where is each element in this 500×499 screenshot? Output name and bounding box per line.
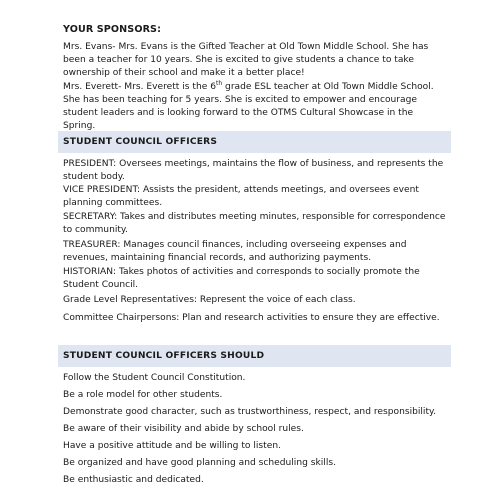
should-item-role-model: Be a role model for other students. bbox=[63, 390, 223, 400]
officer-item-grade-reps: Grade Level Representatives: Represent the voice of each class. bbox=[63, 295, 356, 305]
should-heading: STUDENT COUNCIL OFFICERS SHOULD bbox=[63, 351, 265, 361]
sponsor-everett-ordinal: th bbox=[216, 79, 223, 87]
should-item-positive-attitude: Have a positive attitude and be willing to listen. bbox=[63, 441, 281, 451]
officer-item-vice-president: VICE PRESIDENT: Assists the president, attends meetings, and oversees event planning committees. bbox=[63, 185, 419, 208]
officer-item-committee-chairs: Committee Chairpersons: Plan and research activities to ensure they are effective. bbox=[63, 313, 440, 323]
officer-item-secretary: SECRETARY: Takes and distributes meeting minutes, responsible for correspondence to community. bbox=[63, 212, 446, 235]
officer-item-historian: HISTORIAN: Takes photos of activities and corresponds to socially promote the Student Council. bbox=[63, 267, 420, 290]
should-item-school-rules: Be aware of their visibility and abide by school rules. bbox=[63, 424, 304, 434]
should-item-organized: Be organized and have good planning and scheduling skills. bbox=[63, 458, 336, 468]
should-item-good-character: Demonstrate good character, such as trustworthiness, respect, and responsibility. bbox=[63, 407, 436, 417]
officers-section-header bbox=[58, 131, 451, 153]
should-section-header bbox=[58, 345, 451, 367]
officers-heading: STUDENT COUNCIL OFFICERS bbox=[63, 137, 218, 147]
sponsor-everett-text-start: Mrs. Everett- Mrs. Everett is the 6 bbox=[63, 82, 216, 92]
sponsors-heading: YOUR SPONSORS: bbox=[63, 24, 162, 35]
should-item-enthusiastic: Be enthusiastic and dedicated. bbox=[63, 475, 204, 485]
sponsor-everett-text-end: grade ESL teacher at Old Town Middle School. She has been teaching for 5 years. She is excited to empower and encourage student leaders and is looking forward to the OTMS Cultural Showcase in the Spring. bbox=[63, 82, 434, 131]
officer-item-treasurer: TREASURER: Manages council finances, including overseeing expenses and revenues, maintaining financial records, and authorizing payments. bbox=[63, 240, 407, 263]
officer-item-president: PRESIDENT: Oversees meetings, maintains the flow of business, and represents the student body. bbox=[63, 159, 444, 182]
sponsor-evans-paragraph: Mrs. Evans- Mrs. Evans is the Gifted Teacher at Old Town Middle School. She has been a teacher for 10 years. She is excited to give students a chance to take ownership of their school and make it a better place! bbox=[63, 42, 429, 78]
sponsor-everett-paragraph bbox=[63, 81, 447, 133]
should-item-constitution: Follow the Student Council Constitution. bbox=[63, 373, 246, 383]
